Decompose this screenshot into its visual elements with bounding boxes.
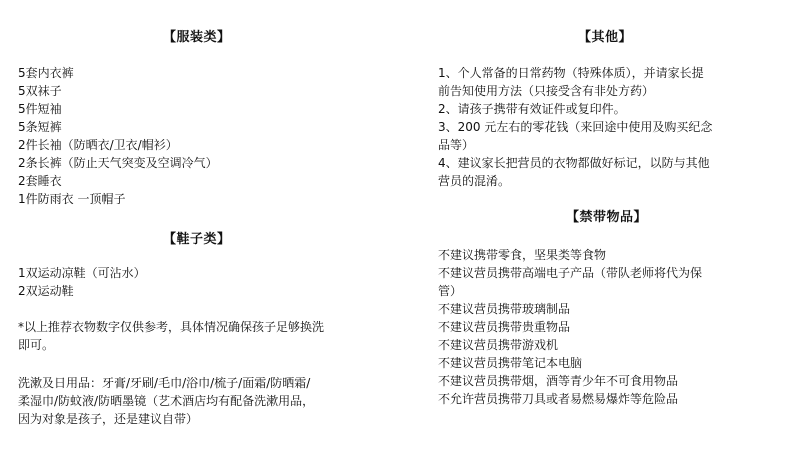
list-item: 5件短袖 (18, 102, 62, 116)
list-item: 5条短裤 (18, 120, 62, 134)
list-item: 不允许营员携带刀具或者易燃易爆炸等危险品 (438, 392, 679, 406)
list-item: 2套睡衣 (18, 174, 62, 188)
list-item: 管） (438, 284, 463, 298)
toiletries-line: 柔湿巾/防蚊液/防晒墨镜（艺术酒店均有配备洗漱用品， (18, 394, 315, 408)
list-item: 不建议营员携带高端电子产品（带队老师将代为保 (438, 266, 703, 280)
list-item: 5双袜子 (18, 84, 62, 98)
toiletries-line: 洗漱及日用品：牙膏/牙刷/毛巾/浴巾/梳子/面霜/防晒霜/ (18, 376, 311, 390)
list-item: 1件防雨衣 一顶帽子 (18, 192, 126, 206)
other-line: 3、200 元左右的零花钱（来回途中使用及购买纪念 (438, 120, 713, 134)
clothing-heading: 【服装类】 (163, 30, 231, 45)
other-line: 4、建议家长把营员的衣物都做好标记，以防与其他 (438, 156, 710, 170)
other-line: 2、请孩子携带有效证件或复印件。 (438, 102, 626, 116)
other-line: 1、个人常备的日常药物（特殊体质），并请家长提 (438, 66, 704, 80)
list-item: 2双运动鞋 (18, 284, 74, 298)
list-item: 5套内衣裤 (18, 66, 74, 80)
shoes-heading: 【鞋子类】 (163, 232, 231, 247)
list-item: 不建议携带零食，坚果类等食物 (438, 248, 607, 262)
list-item: 不建议营员携带玻璃制品 (438, 302, 571, 316)
toiletries-line: 因为对象是孩子，还是建议自带） (18, 412, 199, 426)
note-line: *以上推荐衣物数字仅供参考，具体情况确保孩子足够换洗 (18, 320, 325, 334)
list-item: 不建议营员携带贵重物品 (438, 320, 571, 334)
list-item: 不建议营员携带游戏机 (438, 338, 559, 352)
other-line: 营员的混淆。 (438, 174, 511, 188)
other-heading: 【其他】 (578, 30, 633, 45)
other-line: 前告知使用方法（只接受含有非处方药） (438, 84, 655, 98)
list-item: 不建议营员携带烟，酒等青少年不可食用物品 (438, 374, 679, 388)
prohibited-heading: 【禁带物品】 (566, 210, 648, 225)
list-item: 1双运动凉鞋（可沾水） (18, 266, 146, 280)
list-item: 2条长裤（防止天气突变及空调冷气） (18, 156, 218, 170)
list-item: 不建议营员携带笔记本电脑 (438, 356, 583, 370)
list-item: 2件长袖（防晒衣/卫衣/帽衫） (18, 138, 178, 152)
other-line: 品等） (438, 138, 475, 152)
note-line: 即可。 (18, 338, 55, 352)
